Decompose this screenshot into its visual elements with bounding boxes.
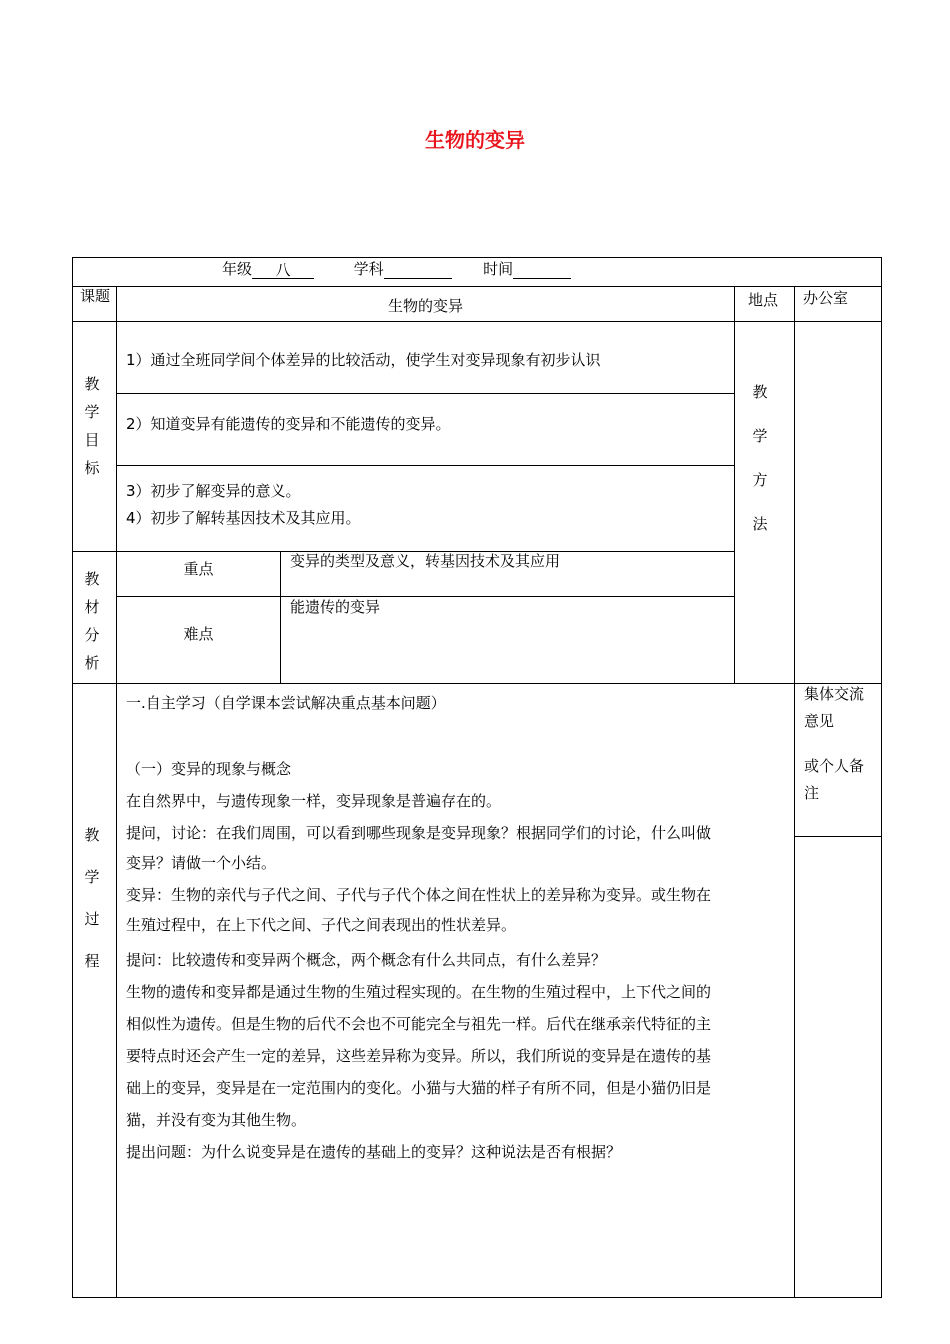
process-line: 提出问题：为什么说变异是在遗传的基础上的变异？这种说法是否有根据？ <box>126 1143 622 1161</box>
process-line: 要特点时还会产生一定的差异，这些差异称为变异。所以，我们所说的变异是在遗传的基 <box>126 1047 712 1065</box>
header-row <box>222 259 571 279</box>
place-value: 办公室 <box>803 289 849 307</box>
document-title: 生物的变异 <box>425 128 525 152</box>
analysis-label: 教材分析 <box>84 570 100 672</box>
key-point-value: 变异的类型及意义，转基因技术及其应用 <box>290 552 561 570</box>
goal-item-1: 1）通过全班同学间个体差异的比较活动，使学生对变异现象有初步认识 <box>126 351 601 369</box>
process-line: 提问：比较遗传和变异两个概念，两个概念有什么共同点，有什么差异？ <box>126 951 607 969</box>
goal-item-2: 2）知道变异有能遗传的变异和不能遗传的变异。 <box>126 415 451 433</box>
process-line: 在自然界中，与遗传现象一样，变异现象是普遍存在的。 <box>126 792 502 810</box>
side-note-line-4: 注 <box>804 784 820 802</box>
difficult-point-label: 难点 <box>183 625 214 643</box>
process-line: 生物的遗传和变异都是通过生物的生殖过程实现的。在生物的生殖过程中，上下代之间的 <box>126 983 712 1001</box>
process-label: 教学过程 <box>84 826 100 970</box>
process-line: 生殖过程中，在上下代之间、子代之间表现出的性状差异。 <box>126 916 517 934</box>
process-line: 础上的变异，变异是在一定范围内的变化。小猫与大猫的样子有所不同，但是小猫仍旧是 <box>126 1079 712 1097</box>
goal-item-4: 4）初步了解转基因技术及其应用。 <box>126 509 361 527</box>
process-line: 一.自主学习（自学课本尝试解决重点基本问题） <box>126 694 446 712</box>
process-line: 相似性为遗传。但是生物的后代不会也不可能完全与祖先一样。后代在继承亲代特征的主 <box>126 1015 712 1033</box>
grade-value: 八 <box>252 260 314 279</box>
process-line: 变异：生物的亲代与子代之间、子代与子代个体之间在性状上的差异称为变异。或生物在 <box>126 886 712 904</box>
topic-label: 课题 <box>80 287 111 305</box>
time-value <box>513 260 571 279</box>
side-note-line-2: 意见 <box>804 712 835 730</box>
process-line: （一）变异的现象与概念 <box>126 760 292 778</box>
side-note-line-1: 集体交流 <box>804 685 865 703</box>
subject-value <box>384 260 452 279</box>
side-note-line-3: 或个人备 <box>804 757 865 775</box>
process-line: 变异？请做一个小结。 <box>126 854 277 872</box>
place-label: 地点 <box>748 291 779 309</box>
goals-label: 教学目标 <box>84 375 100 477</box>
grade-label: 年级 <box>222 260 253 278</box>
goal-item-3: 3）初步了解变异的意义。 <box>126 482 301 500</box>
process-line: 猫，并没有变为其他生物。 <box>126 1111 307 1129</box>
subject-label: 学科 <box>353 260 384 278</box>
method-label: 教学方法 <box>752 383 768 533</box>
topic-value: 生物的变异 <box>387 297 463 315</box>
key-point-label: 重点 <box>183 560 214 578</box>
difficult-point-value: 能遗传的变异 <box>290 598 381 616</box>
process-line: 提问，讨论：在我们周围，可以看到哪些现象是变异现象？根据同学们的讨论，什么叫做 <box>126 824 712 842</box>
time-label: 时间 <box>483 260 514 278</box>
